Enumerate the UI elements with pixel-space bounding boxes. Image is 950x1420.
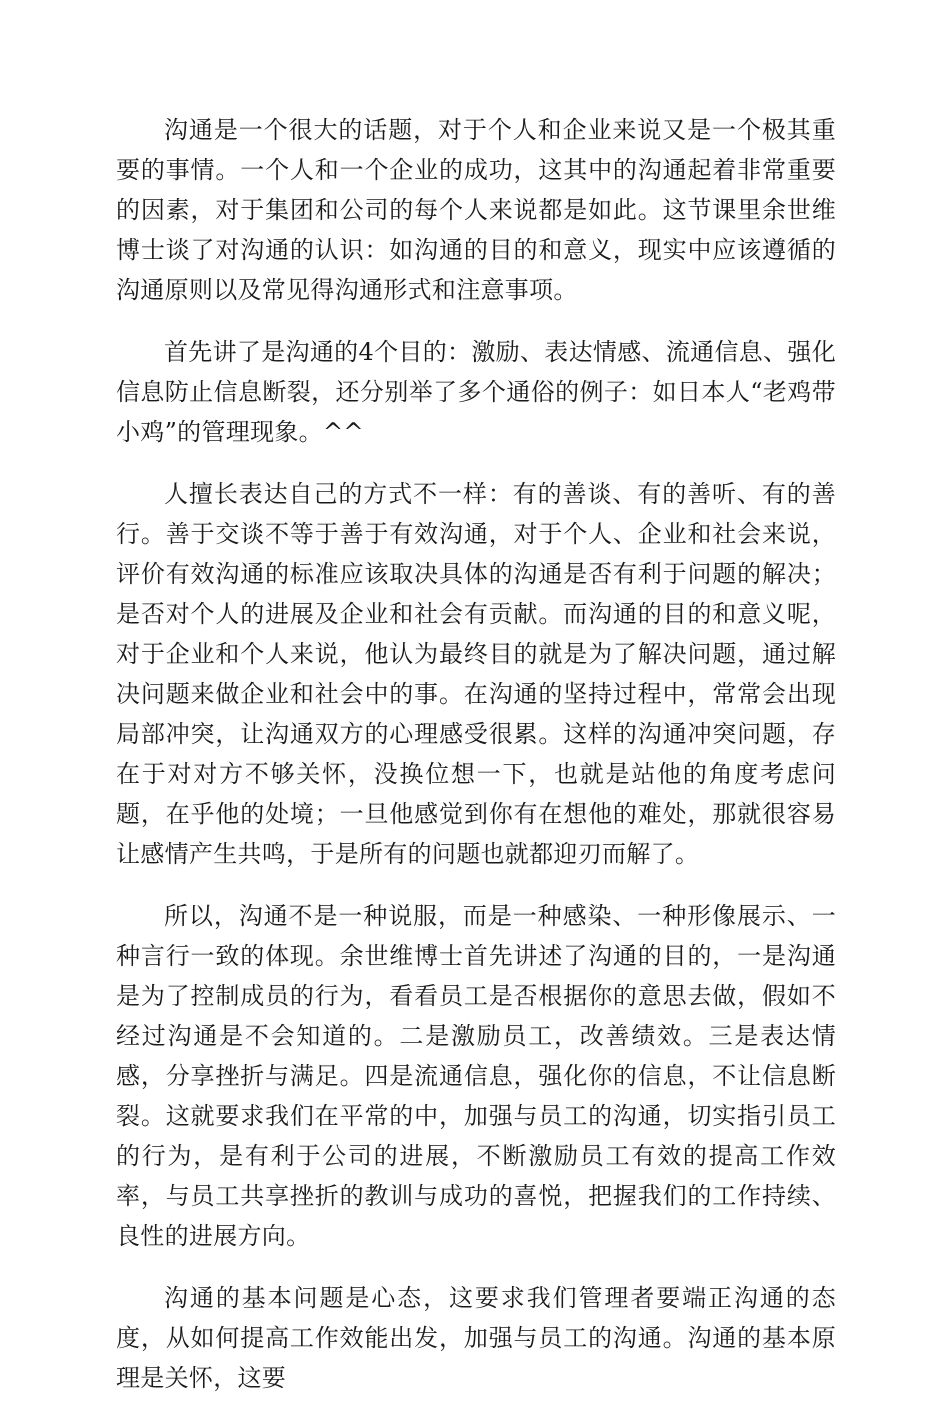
- paragraph-2: 首先讲了是沟通的4个目的：激励、表达情感、流通信息、强化信息防止信息断裂，还分别举了多个通俗的例子：如日本人“老鸡带小鸡”的管理现象。^^: [116, 338, 836, 446]
- paragraph-3: 人擅长表达自己的方式不一样：有的善谈、有的善听、有的善行。善于交谈不等于善于有效沟通，对于个人、企业和社会来说，评价有效沟通的标准应该取决具体的沟通是否有利于问题的解决；是否对个人的进展及企业和社会有贡献。而沟通的目的和意义呢，对于企业和个人来说，他认为最终目的就是为了解决问题，通过解决问题来做企业和社会中的事。在沟通的坚持过程中，常常会出现局部冲突，让沟通双方的心理感受很累。这样的沟通冲突问题，存在于对对方不够关怀，没换位想一下，也就是站他的角度考虑问题，在乎他的处境；一旦他感觉到你有在想他的难处，那就很容易让感情产生共鸣，于是所有的问题也就都迎刃而解了。: [116, 480, 836, 868]
- paragraph-4: 所以，沟通不是一种说服，而是一种感染、一种形像展示、一种言行一致的体现。余世维博士首先讲述了沟通的目的，一是沟通是为了控制成员的行为，看看员工是否根据你的意思去做，假如不经过沟通是不会知道的。二是激励员工，改善绩效。三是表达情感，分享挫折与满足。四是流通信息，强化你的信息，不让信息断裂。这就要求我们在平常的中，加强与员工的沟通，切实指引员工的行为，是有利于公司的进展，不断激励员工有效的提高工作效率，与员工共享挫折的教训与成功的喜悦，把握我们的工作持续、良性的进展方向。: [116, 902, 836, 1250]
- paragraph-5: 沟通的基本问题是心态，这要求我们管理者要端正沟通的态度，从如何提高工作效能出发，加强与员工的沟通。沟通的基本原理是关怀，这要: [116, 1284, 836, 1392]
- paragraph-1: 沟通是一个很大的话题，对于个人和企业来说又是一个极其重要的事情。一个人和一个企业的成功，这其中的沟通起着非常重要的因素，对于集团和公司的每个人来说都是如此。这节课里余世维博士谈了对沟通的认识：如沟通的目的和意义，现实中应该遵循的沟通原则以及常见得沟通形式和注意事项。: [116, 116, 836, 304]
- document-body: [116, 110, 836, 1420]
